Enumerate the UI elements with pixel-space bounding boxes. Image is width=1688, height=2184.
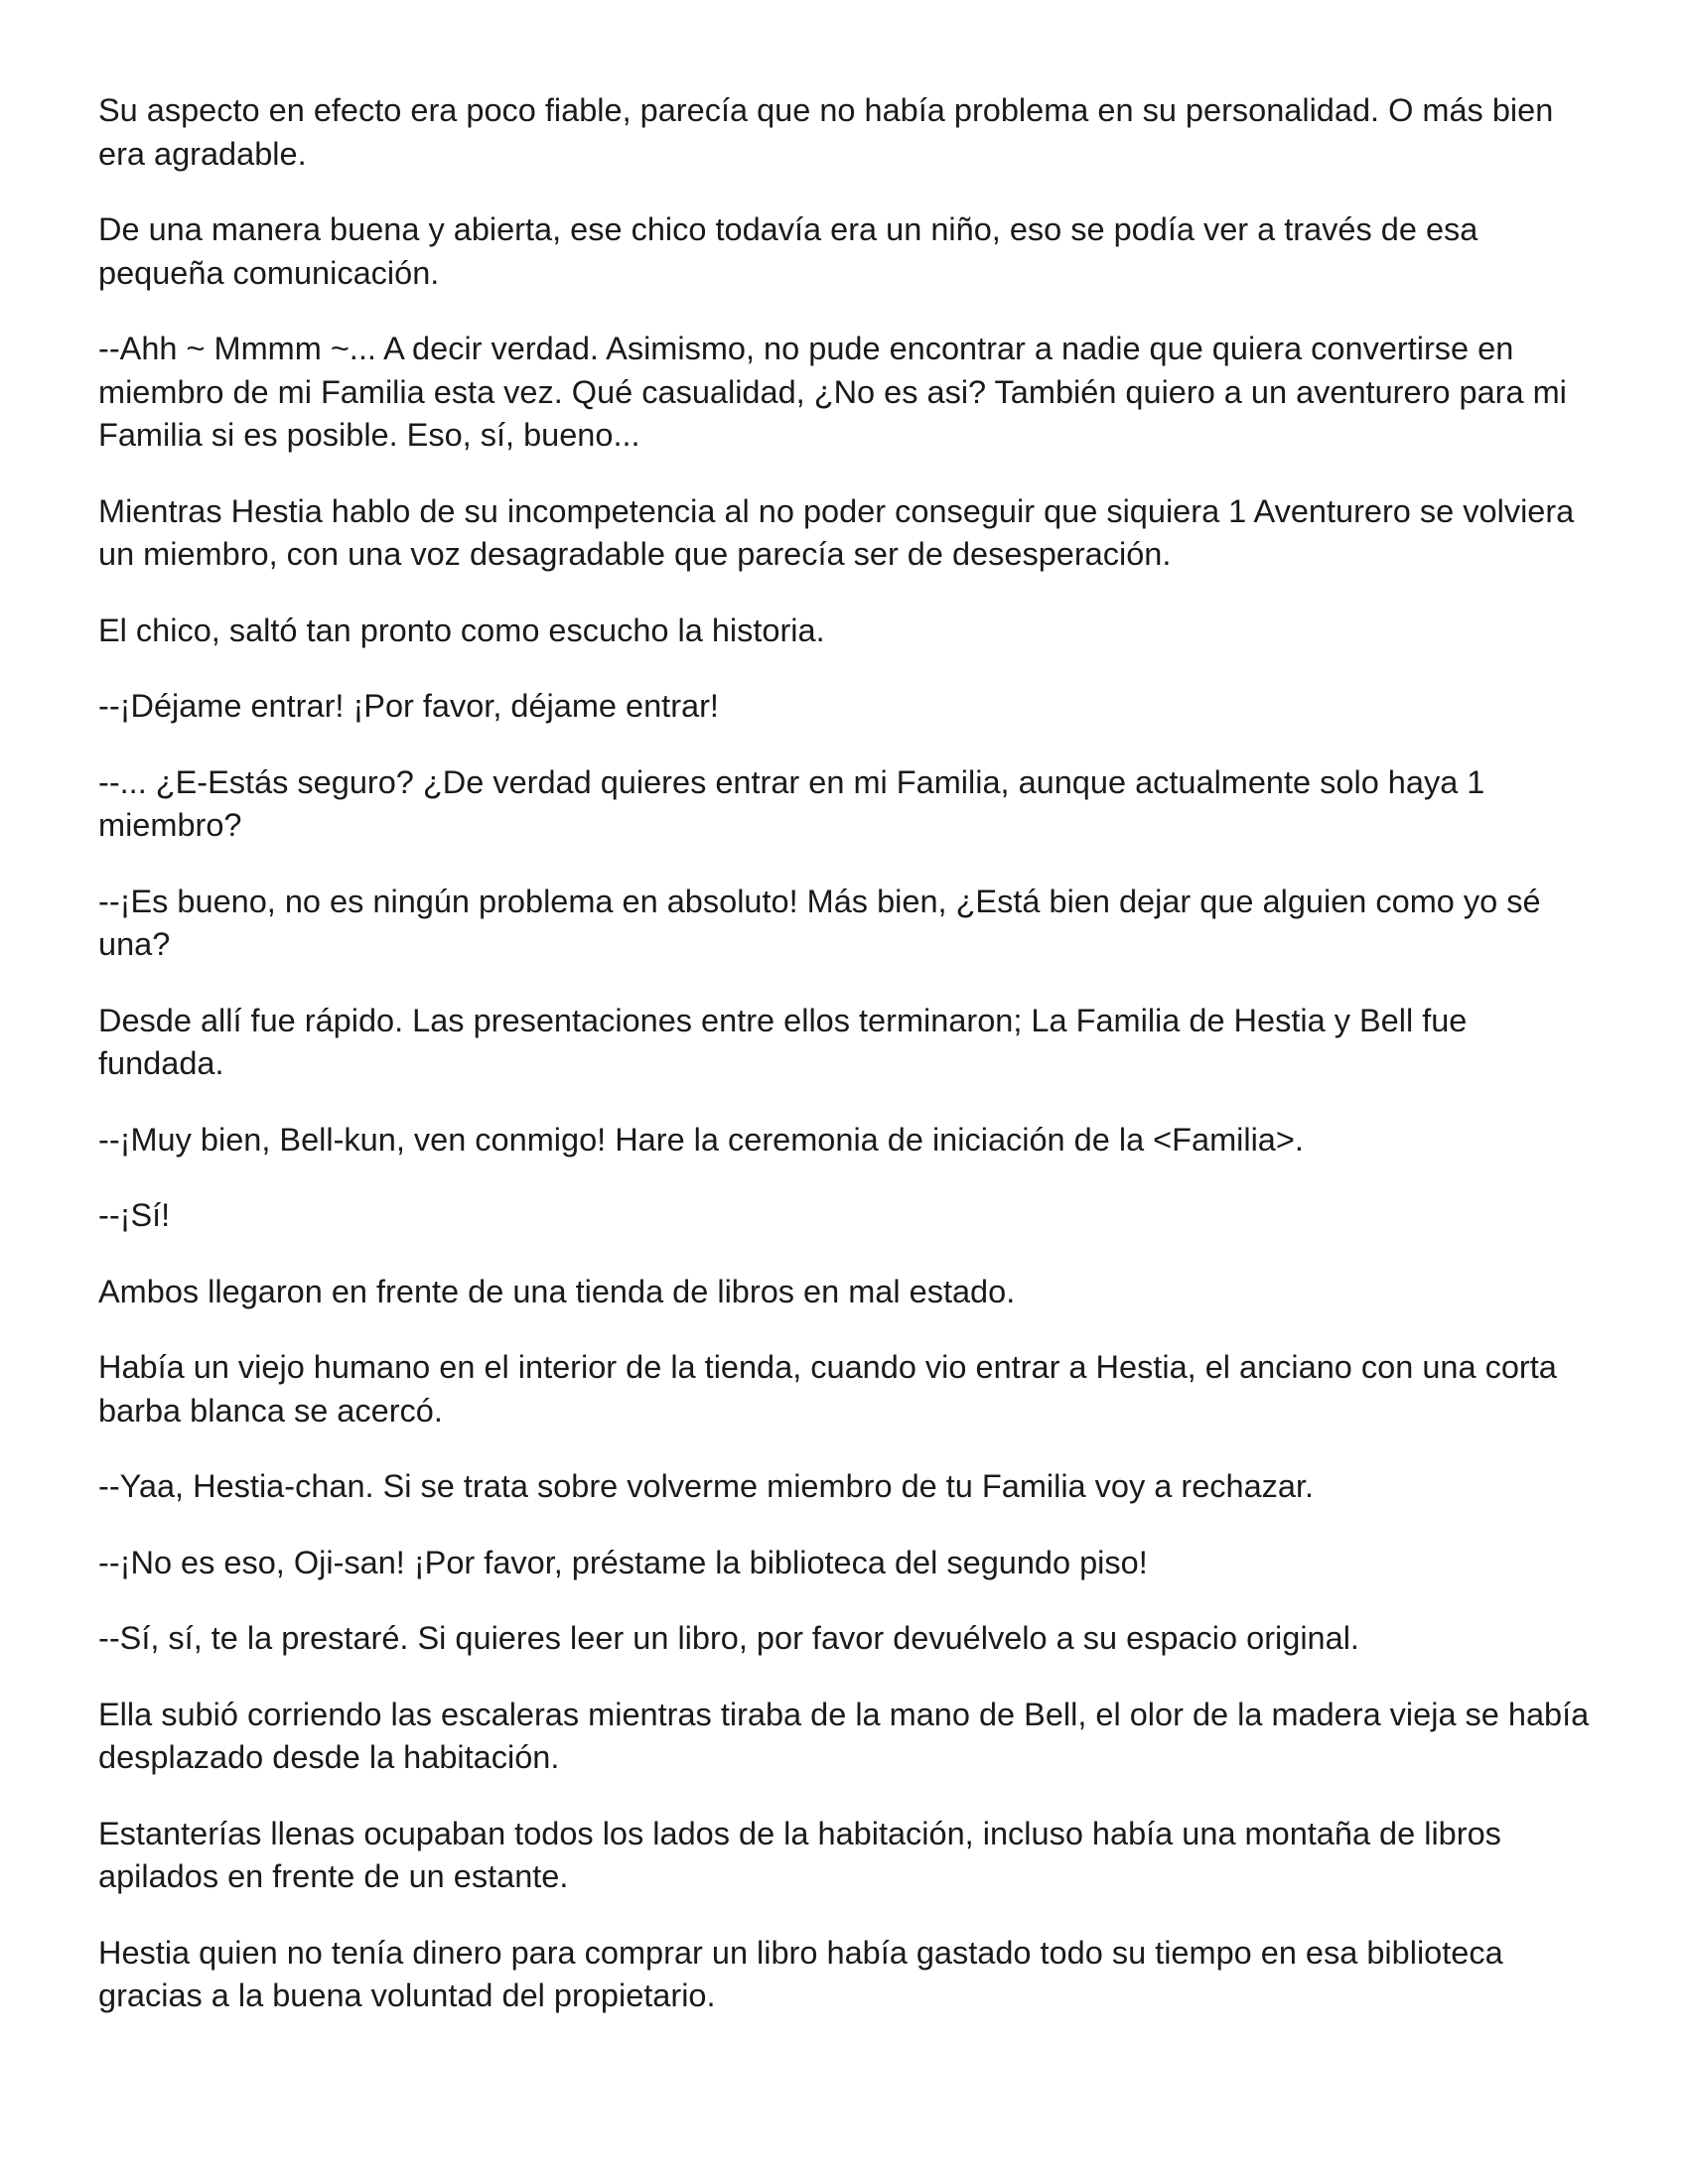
paragraph: Había un viejo humano en el interior de la tienda, cuando vio entrar a Hestia, el anciano con una corta barba blanca se acercó. — [98, 1349, 1557, 1429]
paragraph: --Sí, sí, te la prestaré. Si quieres leer un libro, por favor devuélvelo a su espacio original. — [98, 1620, 1359, 1656]
paragraph: --¡Es bueno, no es ningún problema en absoluto! Más bien, ¿Está bien dejar que alguien como yo sé una? — [98, 883, 1541, 962]
paragraph: Su aspecto en efecto era poco fiable, parecía que no había problema en su personalidad. O más bien era agradable. — [98, 92, 1554, 172]
paragraph: De una manera buena y abierta, ese chico todavía era un niño, eso se podía ver a través de esa pequeña comunicación. — [98, 211, 1478, 291]
paragraph: --Yaa, Hestia-chan. Si se trata sobre volverme miembro de tu Familia voy a rechazar. — [98, 1468, 1315, 1504]
paragraph: --¡No es eso, Oji-san! ¡Por favor, préstame la biblioteca del segundo piso! — [98, 1544, 1148, 1580]
paragraph: --¡Sí! — [98, 1197, 171, 1233]
paragraph: Desde allí fue rápido. Las presentaciones entre ellos terminaron; La Familia de Hestia y Bell fue fundada. — [98, 1002, 1468, 1081]
document-page — [98, 89, 1598, 2051]
paragraph: --¡Muy bien, Bell-kun, ven conmigo! Hare la ceremonia de iniciación de la <Familia>. — [98, 1121, 1304, 1158]
paragraph: Estanterías llenas ocupaban todos los lados de la habitación, incluso había una montaña de libros apilados en frente de un estante. — [98, 1815, 1501, 1894]
paragraph: Hestia quien no tenía dinero para comprar un libro había gastado todo su tiempo en esa biblioteca gracias a la buena voluntad del propietario. — [98, 1934, 1503, 2013]
paragraph: --¡Déjame entrar! ¡Por favor, déjame entrar! — [98, 688, 719, 724]
paragraph: --... ¿E-Estás seguro? ¿De verdad quieres entrar en mi Familia, aunque actualmente solo haya 1 miembro? — [98, 763, 1485, 843]
paragraph: --Ahh ~ Mmmm ~... A decir verdad. Asimismo, no pude encontrar a nadie que quiera convertirse en miembro de mi Familia esta vez. Qué casualidad, ¿No es asi? También quiero a un aventurero para mi Familia si es posible. Eso, sí, bueno... — [98, 331, 1567, 453]
paragraph: Ambos llegaron en frente de una tienda de libros en mal estado. — [98, 1273, 1016, 1309]
paragraph: Ella subió corriendo las escaleras mientras tiraba de la mano de Bell, el olor de la madera vieja se había desplazado desde la habitación. — [98, 1696, 1590, 1775]
paragraph: Mientras Hestia hablo de su incompetencia al no poder conseguir que siquiera 1 Aventurero se volviera un miembro, con una voz desagradable que parecía ser de desesperación. — [98, 492, 1575, 572]
paragraph: El chico, saltó tan pronto como escucho la historia. — [98, 612, 825, 648]
